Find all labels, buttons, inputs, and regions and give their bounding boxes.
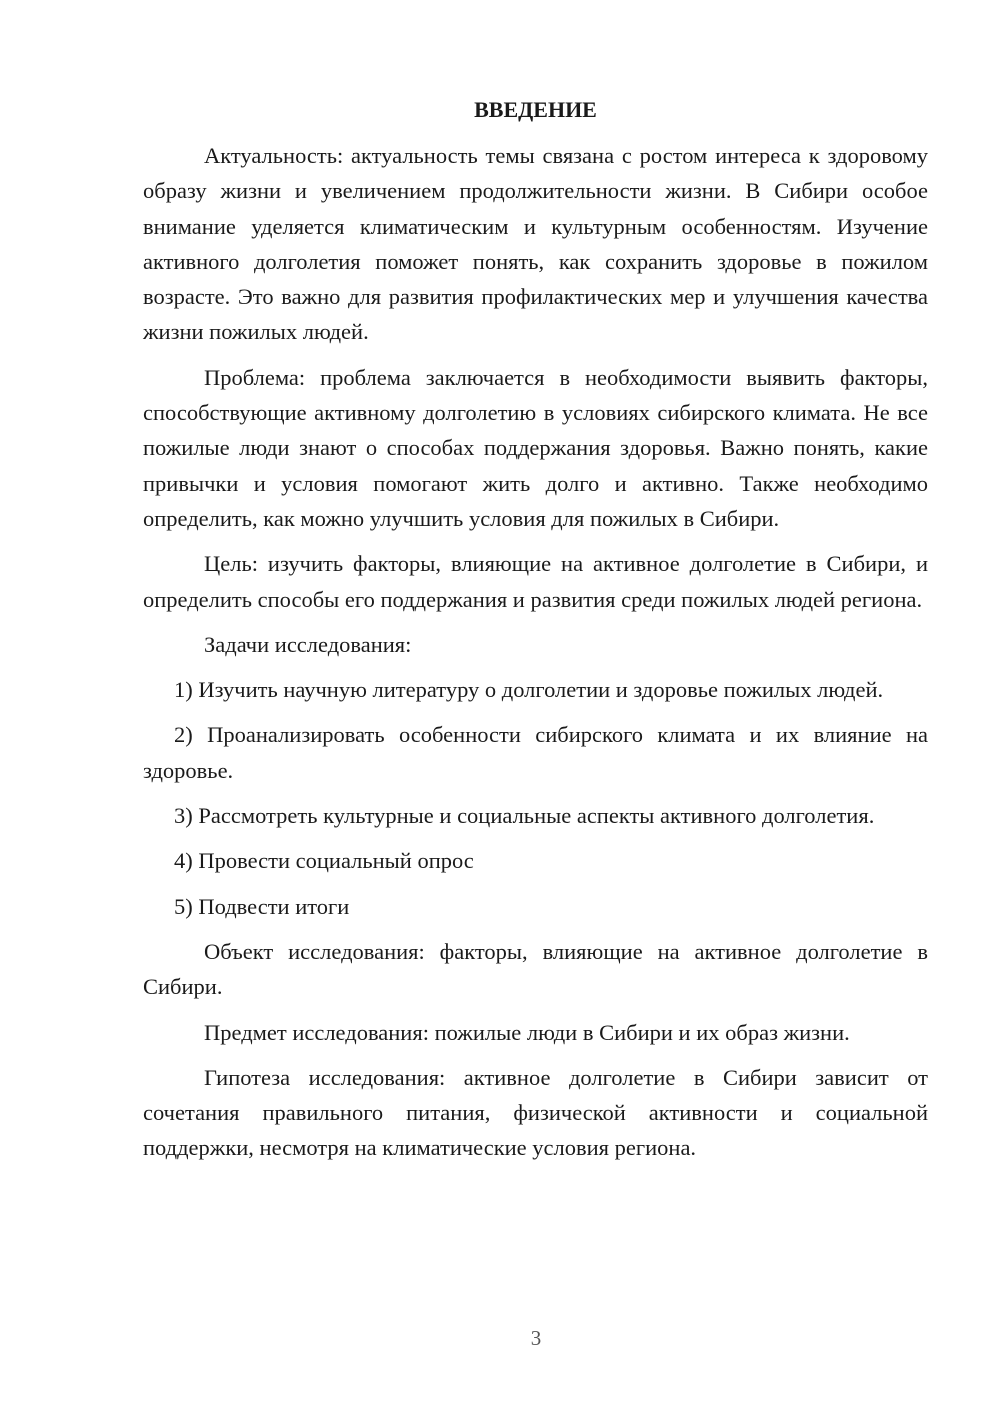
problem-paragraph: Проблема: проблема заключается в необходимости выявить факторы, способствующие активному долголетию в условиях сибирского климата. Не все пожилые люди знают о способах поддержания здоровья. Важно понять, какие привычки и условия помогают жить долго и активно. Также необходимо определить, как можно улучшить условия для пожилых в Сибири. [143,364,928,531]
page-title: ВВЕДЕНИЕ [474,97,597,122]
document-page [143,92,928,1176]
relevance-paragraph: Актуальность: актуальность темы связана с ростом интереса к здоровому образу жизни и увеличением продолжительности жизни. В Сибири особое внимание уделяется климатическим и культурным особенностям. Изучение активного долголетия поможет понять, как сохранить здоровье в пожилом возрасте. Это важно для развития профилактических мер и улучшения качества жизни пожилых людей. [143,143,928,345]
task-item-3: 3) Рассмотреть культурные и социальные аспекты активного долголетия. [174,803,875,829]
task-item-4: 4) Провести социальный опрос [174,848,474,874]
goal-paragraph: Цель: изучить факторы, влияющие на активное долголетие в Сибири, и определить способы его поддержания и развития среди пожилых людей региона. [143,551,928,612]
task-item-5: 5) Подвести итоги [174,893,350,919]
hypothesis-paragraph: Гипотеза исследования: активное долголетие в Сибири зависит от сочетания правильного питания, физической активности и социальной поддержки, несмотря на климатические условия региона. [143,1064,928,1161]
task-item-2: 2) Проанализировать особенности сибирского климата и их влияние на здоровье. [143,722,928,783]
object-paragraph: Объект исследования: факторы, влияющие на активное долголетие в Сибири. [143,938,928,1000]
tasks-heading: Задачи исследования: [204,631,412,657]
task-item-1: 1) Изучить научную литературу о долголетии и здоровье пожилых людей. [174,677,884,703]
subject-paragraph: Предмет исследования: пожилые люди в Сибири и их образ жизни. [204,1019,850,1045]
page-number: 3 [530,1326,542,1350]
